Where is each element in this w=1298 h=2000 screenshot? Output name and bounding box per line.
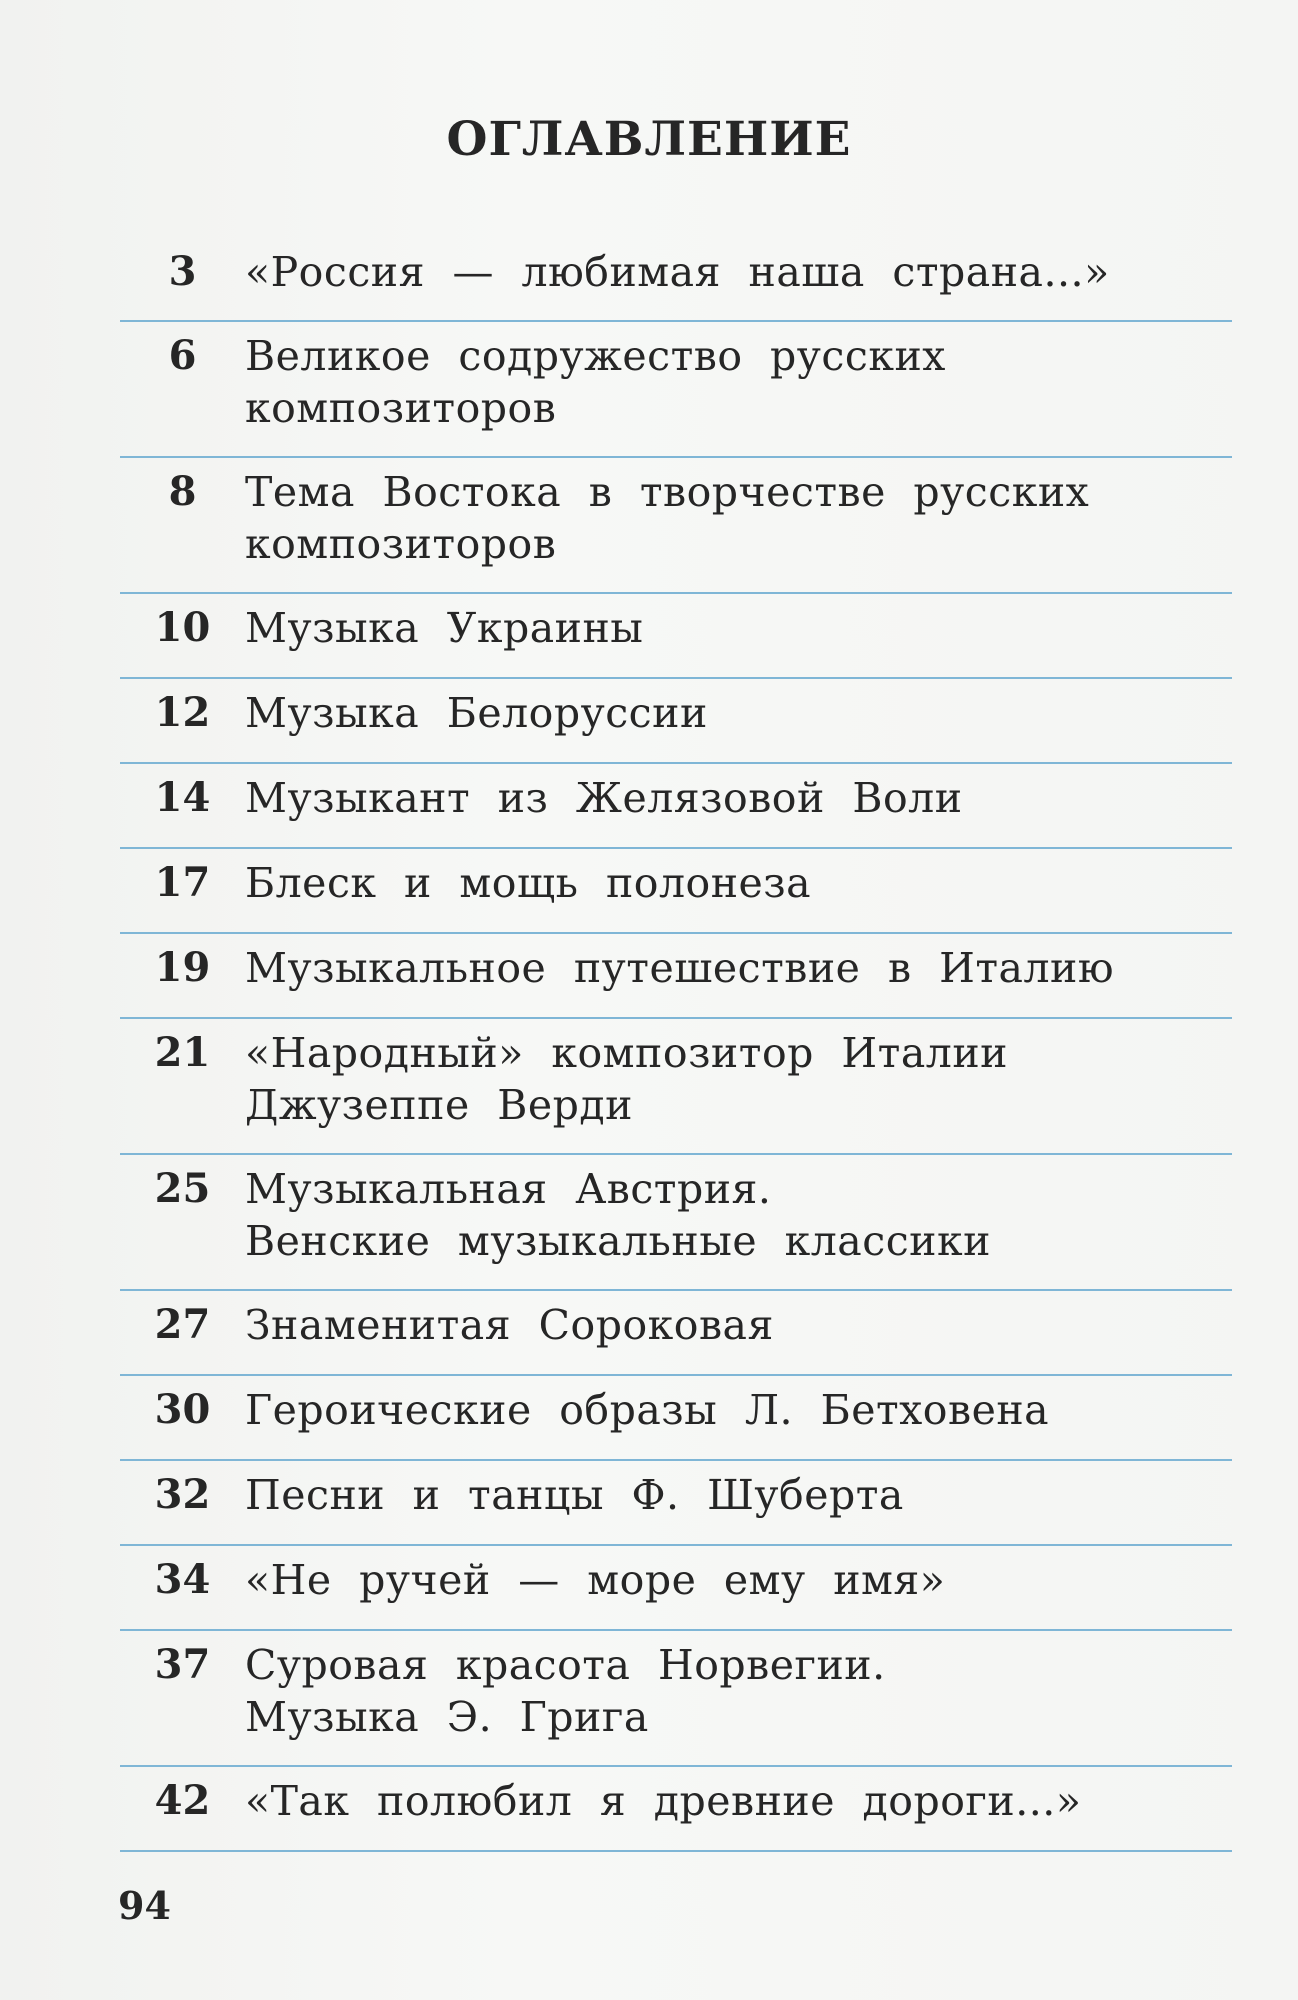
- toc-entry-title: Тема Востока в творчестве русских композиторов: [245, 468, 1090, 568]
- toc-entry-title: Великое содружество русских композиторов: [245, 332, 946, 432]
- toc-page-number: 37: [154, 1641, 211, 1688]
- toc-entry-title: «Не ручей — море ему имя»: [245, 1556, 946, 1604]
- toc-entry: [120, 764, 1232, 849]
- toc-page-number: 10: [154, 604, 211, 651]
- toc-entry: [120, 458, 1232, 594]
- table-of-contents: [120, 238, 1232, 1852]
- toc-entry: [120, 594, 1232, 679]
- toc-entry-title: Музыка Белоруссии: [245, 689, 708, 737]
- toc-page-number: 25: [154, 1165, 211, 1212]
- toc-entry: [120, 1155, 1232, 1291]
- toc-entry: [120, 1019, 1232, 1155]
- page-title: ОГЛАВЛЕНИЕ: [446, 112, 852, 167]
- toc-page-number: 27: [154, 1301, 211, 1348]
- toc-entry: [120, 1291, 1232, 1376]
- toc-entry: [120, 679, 1232, 764]
- toc-entry-title: Музыкант из Желязовой Воли: [245, 774, 963, 822]
- toc-page-number: 34: [154, 1556, 211, 1603]
- toc-page-number: 6: [168, 332, 197, 379]
- toc-entry-title: Знаменитая Сороковая: [245, 1301, 774, 1349]
- toc-page-number: 42: [154, 1777, 211, 1824]
- toc-page-number: 12: [154, 689, 211, 736]
- toc-page-number: 30: [154, 1386, 211, 1433]
- toc-entry: [120, 1546, 1232, 1631]
- toc-entry: [120, 238, 1232, 322]
- toc-entry: [120, 322, 1232, 458]
- toc-entry: [120, 1376, 1232, 1461]
- toc-page-number: 17: [154, 859, 211, 906]
- toc-entry: [120, 1767, 1232, 1852]
- toc-entry-title: Героические образы Л. Бетховена: [245, 1386, 1050, 1434]
- toc-entry: [120, 934, 1232, 1019]
- toc-entry-title: Музыкальное путешествие в Италию: [245, 944, 1115, 992]
- toc-entry-title: Музыка Украины: [245, 604, 644, 652]
- toc-entry-title: Музыкальная Австрия. Венские музыкальные классики: [245, 1165, 991, 1265]
- toc-page-number: 19: [154, 944, 211, 991]
- toc-page-number: 21: [154, 1029, 211, 1076]
- toc-page-number: 8: [168, 468, 197, 515]
- toc-entry-title: Суровая красота Норвегии. Музыка Э. Грига: [245, 1641, 886, 1741]
- page-number: 94: [118, 1883, 171, 1928]
- toc-entry: [120, 1631, 1232, 1767]
- toc-entry-title: «Народный» композитор Италии Джузеппе Верди: [245, 1029, 1008, 1129]
- toc-entry: [120, 1461, 1232, 1546]
- toc-entry-title: «Россия — любимая наша страна...»: [245, 248, 1110, 296]
- toc-page-number: 3: [168, 248, 197, 295]
- toc-page-number: 14: [154, 774, 211, 821]
- toc-entry: [120, 849, 1232, 934]
- toc-entry-title: Песни и танцы Ф. Шуберта: [245, 1471, 904, 1519]
- toc-page-number: 32: [154, 1471, 211, 1518]
- toc-entry-title: «Так полюбил я древние дороги...»: [245, 1777, 1082, 1825]
- toc-entry-title: Блеск и мощь полонеза: [245, 859, 812, 907]
